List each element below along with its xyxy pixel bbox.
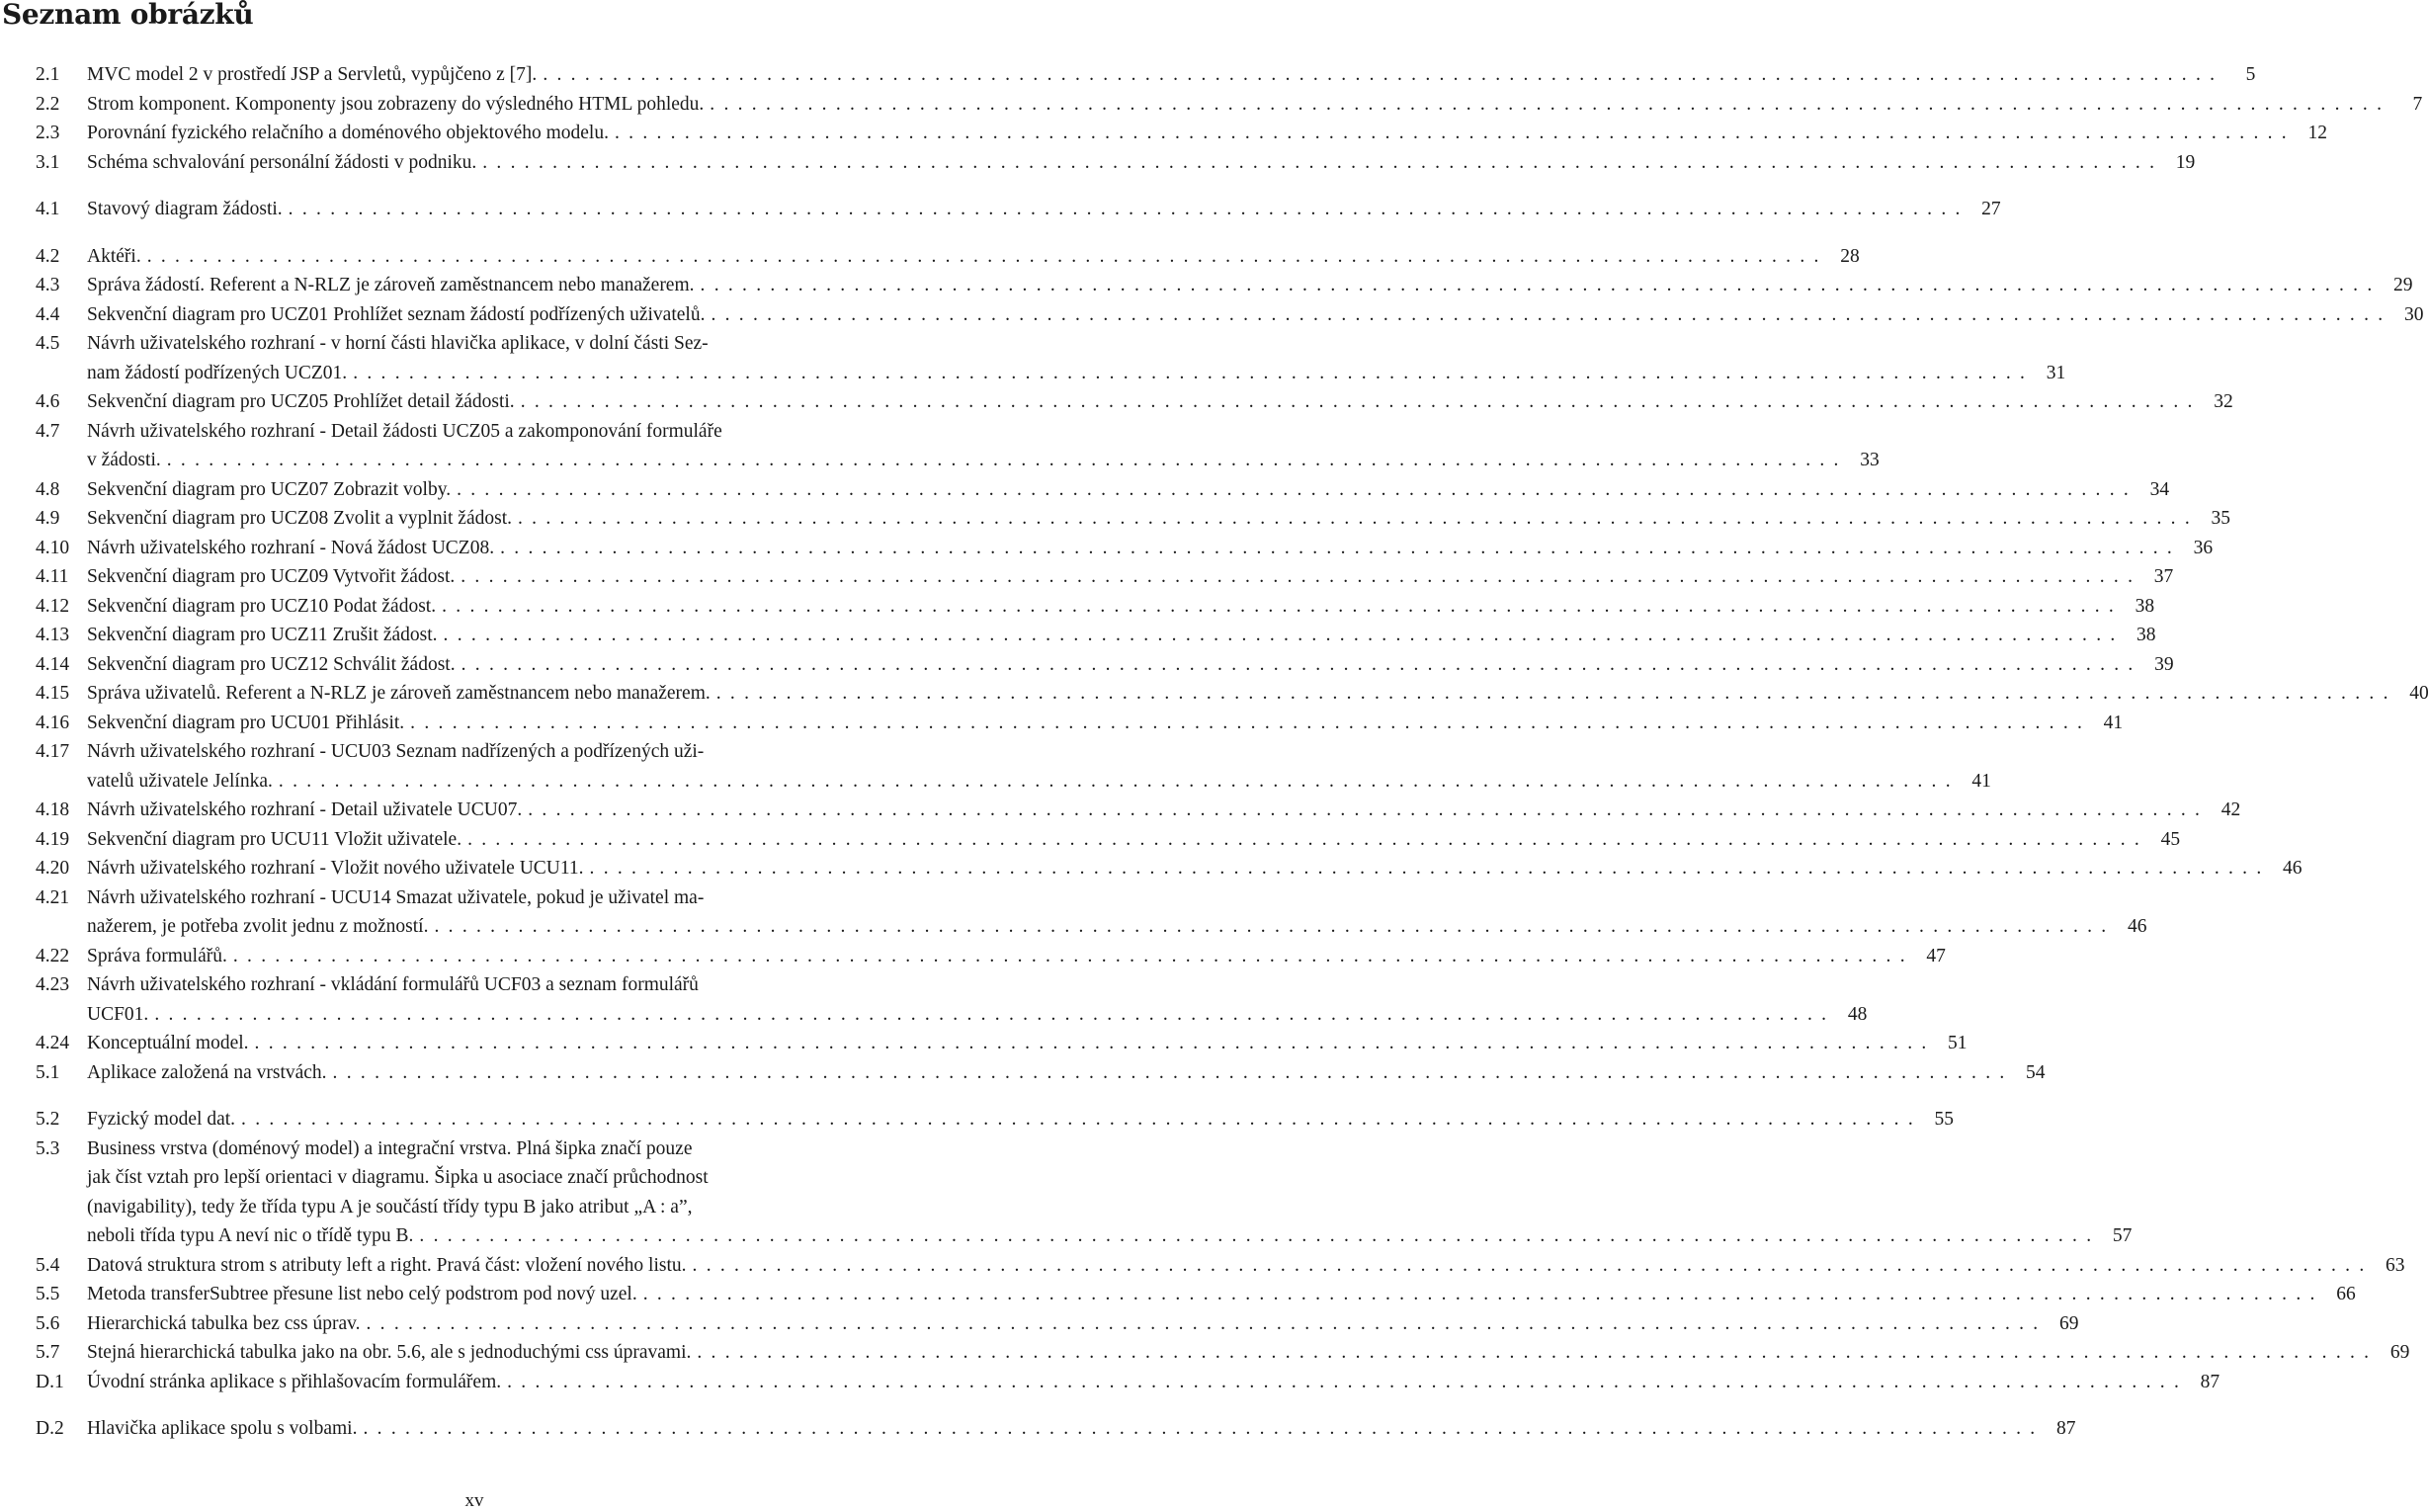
figure-caption	[87, 1029, 1968, 1058]
figure-caption	[87, 195, 2001, 224]
dot-leader: ........................................................................................................................	[278, 770, 1960, 792]
figure-number: 4.24	[36, 1033, 70, 1053]
page-ref[interactable]: 40	[2409, 683, 2429, 704]
figure-number: 3.1	[36, 151, 60, 173]
figure-caption	[87, 942, 1946, 971]
page-ref[interactable]: 87	[2200, 1371, 2220, 1392]
page-ref[interactable]: 12	[2307, 123, 2327, 143]
page-ref[interactable]: 7	[2412, 93, 2423, 115]
page-ref[interactable]: 46	[2127, 916, 2147, 937]
figure-caption	[87, 242, 1860, 272]
caption-line: Sekvenční diagram pro UCZ01 Prohlížet seznam žádostí podřízených uživatelů.	[87, 303, 706, 325]
figure-caption	[87, 1338, 2410, 1368]
page-ref[interactable]: 51	[1948, 1033, 1968, 1053]
caption-line: vatelů uživatele Jelínka.	[87, 770, 273, 792]
page-ref[interactable]: 47	[1926, 945, 1946, 966]
caption-line: Metoda transferSubtree přesune list nebo celý podstrom pod nový uzel.	[87, 1284, 637, 1304]
page-ref[interactable]: 5	[2245, 64, 2256, 85]
caption-line: nažerem, je potřeba zvolit jednu z možností.	[87, 916, 429, 937]
page-ref[interactable]: 38	[2136, 625, 2156, 645]
dot-leader: ........................................................................................................................	[241, 1109, 1923, 1130]
figure-caption	[87, 737, 1991, 796]
dot-leader: ........................................................................................................................	[154, 1003, 1836, 1025]
figure-caption	[87, 1251, 2405, 1281]
figure-number: 4.11	[36, 566, 69, 587]
caption-line: Sekvenční diagram pro UCZ09 Vytvořit žádost.	[87, 566, 456, 587]
dot-leader: ........................................................................................................................	[366, 1312, 2048, 1334]
page-ref[interactable]: 55	[1934, 1109, 1955, 1130]
caption-line: jak číst vztah pro lepší orientaci v diagramu. Šipka u asociace značí průchodnost	[87, 1167, 709, 1188]
figure-number: 4.12	[36, 595, 70, 617]
figure-number: 5.6	[36, 1312, 60, 1334]
figure-number: 5.5	[36, 1284, 60, 1304]
figure-caption	[87, 1105, 1955, 1134]
figure-number: 4.17	[36, 741, 70, 762]
caption-line: Návrh uživatelského rozhraní - Nová žádost UCZ08.	[87, 537, 495, 558]
figure-caption	[87, 883, 2147, 942]
dot-leader: ........................................................................................................................	[711, 303, 2392, 325]
page-ref[interactable]: 57	[2112, 1225, 2133, 1246]
page-ref[interactable]: 19	[2175, 151, 2196, 173]
dot-leader: ........................................................................................................................	[692, 1254, 2374, 1276]
figure-number: D.2	[36, 1418, 64, 1439]
figure-number: 2.3	[36, 123, 60, 143]
caption-line: Konceptuální model.	[87, 1033, 249, 1053]
page-heading: Seznam obrázků	[2, 0, 254, 31]
figure-number: D.1	[36, 1371, 64, 1392]
page-ref[interactable]: 36	[2193, 537, 2214, 558]
figure-caption	[87, 854, 2303, 883]
figure-caption	[87, 1368, 2220, 1397]
page-ref[interactable]: 66	[2336, 1284, 2356, 1304]
figure-caption	[87, 679, 2429, 709]
figure-number: 4.10	[36, 537, 70, 558]
page-ref[interactable]: 34	[2149, 478, 2170, 500]
caption-line: Návrh uživatelského rozhraní - vkládání formulářů UCF03 a seznam formulářů	[87, 974, 699, 995]
figure-number: 4.15	[36, 683, 70, 704]
figure-caption	[87, 417, 1880, 475]
caption-line: Fyzický model dat.	[87, 1109, 236, 1130]
caption-line: Správa formulářů.	[87, 945, 227, 966]
figure-caption	[87, 621, 2156, 650]
figure-caption	[87, 562, 2174, 592]
caption-line: Hlavička aplikace spolu s volbami.	[87, 1418, 358, 1439]
figure-number: 4.5	[36, 333, 60, 354]
page-ref[interactable]: 35	[2211, 508, 2230, 529]
figure-caption	[87, 709, 2124, 738]
page-ref[interactable]: 41	[1971, 770, 1991, 792]
figure-number: 4.7	[36, 420, 60, 442]
dot-leader: ........................................................................................................................	[146, 245, 1828, 267]
page-ref[interactable]: 31	[2046, 362, 2066, 383]
figure-caption	[87, 475, 2170, 505]
dot-leader: ........................................................................................................................	[457, 478, 2138, 500]
dot-leader: ........................................................................................................................	[467, 828, 2149, 850]
figure-caption	[87, 329, 2066, 387]
figure-number: 4.8	[36, 478, 60, 500]
dot-leader: ........................................................................................................................	[697, 1342, 2379, 1363]
caption-line: Sekvenční diagram pro UCZ11 Zrušit žádost.	[87, 625, 438, 645]
figure-caption	[87, 970, 1868, 1029]
figure-number: 2.1	[36, 64, 60, 85]
dot-leader: ........................................................................................................................	[461, 653, 2142, 675]
caption-line: Návrh uživatelského rozhraní - Detail žádosti UCZ05 a zakomponování formuláře	[87, 420, 722, 442]
page-ref[interactable]: 39	[2154, 653, 2174, 675]
caption-line: Aktéři.	[87, 245, 141, 267]
caption-line: Návrh uživatelského rozhraní - Detail uživatele UCU07.	[87, 799, 523, 820]
page-ref[interactable]: 87	[2055, 1418, 2076, 1439]
caption-line: Návrh uživatelského rozhraní - Vložit nového uživatele UCU11.	[87, 858, 584, 879]
caption-line: Stejná hierarchická tabulka jako na obr. 5.6, ale s jednoduchými css úpravami.	[87, 1342, 692, 1363]
dot-leader: ........................................................................................................................	[419, 1225, 2101, 1246]
caption-line: Aplikace založená na vrstvách.	[87, 1061, 327, 1083]
page-ref[interactable]: 38	[2135, 595, 2155, 617]
figure-caption	[87, 534, 2214, 563]
figure-caption	[87, 1280, 2356, 1309]
figure-number: 2.2	[36, 93, 60, 115]
caption-line: Hierarchická tabulka bez css úprav.	[87, 1312, 361, 1334]
caption-line: Návrh uživatelského rozhraní - UCU14 Smazat uživatele, pokud je uživatel ma-	[87, 886, 705, 908]
caption-line: Strom komponent. Komponenty jsou zobrazeny do výsledného HTML pohledu.	[87, 93, 705, 115]
page-ref[interactable]: 69	[2058, 1312, 2079, 1334]
page-ref[interactable]: 69	[2389, 1342, 2410, 1363]
figure-number: 4.19	[36, 828, 70, 850]
dot-leader: ........................................................................................................................	[166, 450, 1848, 470]
caption-line: nam žádostí podřízených UCZ01.	[87, 362, 348, 383]
figure-number: 4.22	[36, 945, 70, 966]
caption-line: Stavový diagram žádosti.	[87, 199, 283, 219]
dot-leader: ........................................................................................................................	[232, 945, 1914, 966]
dot-leader: ........................................................................................................................	[442, 595, 2124, 617]
dot-leader: ........................................................................................................................	[589, 858, 2271, 879]
page-ref[interactable]: 29	[2393, 275, 2413, 295]
caption-line: Správa žádostí. Referent a N-RLZ je zároveň zaměstnancem nebo manažerem.	[87, 275, 695, 295]
figure-number: 4.2	[36, 245, 60, 267]
caption-line: Sekvenční diagram pro UCZ10 Podat žádost.	[87, 595, 437, 617]
dot-leader: ........................................................................................................................	[507, 1371, 2189, 1392]
caption-line: Datová struktura strom s atributy left a right. Pravá část: vložení nového listu.	[87, 1254, 687, 1276]
page-ref[interactable]: 54	[2026, 1061, 2046, 1083]
caption-line: (navigability), tedy že třída typu A je součástí třídy typu B jako atribut „A : a”,	[87, 1196, 693, 1218]
page-ref[interactable]: 63	[2386, 1254, 2405, 1276]
dot-leader: ........................................................................................................................	[482, 151, 2164, 173]
dot-leader: ........................................................................................................................	[520, 391, 2202, 412]
figure-number: 4.6	[36, 391, 60, 412]
dot-leader: ........................................................................................................................	[543, 64, 2224, 85]
figure-caption	[87, 796, 2241, 825]
dot-leader: ........................................................................................................................	[710, 93, 2391, 115]
dot-leader: ........................................................................................................................	[518, 508, 2199, 529]
page-ref[interactable]: 32	[2214, 391, 2233, 412]
page-ref[interactable]: 42	[2220, 799, 2241, 820]
figure-number: 5.1	[36, 1061, 60, 1083]
caption-line: Sekvenční diagram pro UCZ12 Schválit žádost.	[87, 653, 456, 675]
dot-leader: ........................................................................................................................	[332, 1061, 2014, 1083]
figure-caption	[87, 1058, 2046, 1088]
caption-line: UCF01.	[87, 1003, 149, 1025]
dot-leader: ........................................................................................................................	[443, 625, 2125, 645]
figure-number: 4.23	[36, 974, 70, 995]
figure-number: 4.14	[36, 653, 70, 675]
caption-line: Sekvenční diagram pro UCZ05 Prohlížet detail žádosti.	[87, 391, 515, 412]
page-ref[interactable]: 27	[1981, 199, 2001, 219]
page-ref[interactable]: 46	[2283, 858, 2303, 879]
page-ref[interactable]: 33	[1860, 450, 1880, 470]
figure-caption	[87, 119, 2327, 148]
caption-line: Sekvenční diagram pro UCZ08 Zvolit a vyplnit žádost.	[87, 508, 512, 529]
figure-caption	[87, 592, 2155, 622]
figure-number: 4.4	[36, 303, 60, 325]
figure-number: 4.16	[36, 712, 70, 733]
figure-number: 4.9	[36, 508, 60, 529]
figure-number: 4.20	[36, 858, 70, 879]
page-ref[interactable]: 41	[2103, 712, 2124, 733]
figure-number: 5.7	[36, 1342, 60, 1363]
caption-line: Úvodní stránka aplikace s přihlašovacím formulářem.	[87, 1371, 502, 1392]
dot-leader: ........................................................................................................................	[254, 1033, 1936, 1053]
figure-number: 5.2	[36, 1109, 60, 1130]
figure-caption	[87, 1134, 2133, 1251]
figure-caption	[87, 387, 2233, 417]
figure-number: 4.18	[36, 799, 70, 820]
caption-line: Sekvenční diagram pro UCU11 Vložit uživatele.	[87, 828, 462, 850]
dot-leader: ........................................................................................................................	[642, 1284, 2324, 1304]
figure-caption	[87, 300, 2424, 330]
dot-leader: ........................................................................................................................	[528, 799, 2210, 820]
caption-line: Sekvenční diagram pro UCU01 Přihlásit.	[87, 712, 405, 733]
dot-leader: ........................................................................................................................	[700, 275, 2382, 295]
figure-number: 5.4	[36, 1254, 60, 1276]
caption-line: Sekvenční diagram pro UCZ07 Zobrazit volby.	[87, 478, 452, 500]
page-ref[interactable]: 37	[2153, 566, 2174, 587]
page-ref[interactable]: 30	[2403, 303, 2424, 325]
figure-caption	[87, 90, 2423, 120]
figure-number: 5.3	[36, 1137, 60, 1159]
caption-line: Schéma schvalování personální žádosti v podniku.	[87, 151, 477, 173]
caption-line: MVC model 2 v prostředí JSP a Servletů, vypůjčeno z [7].	[87, 64, 538, 85]
caption-line: neboli třída typu A neví nic o třídě typu B.	[87, 1225, 414, 1246]
dot-leader: ........................................................................................................................	[500, 537, 2182, 558]
dot-leader: ........................................................................................................................	[461, 566, 2142, 587]
figure-number: 4.1	[36, 199, 60, 219]
figure-number: 4.3	[36, 275, 60, 295]
dot-leader: ........................................................................................................................	[614, 123, 2296, 143]
dot-leader: ........................................................................................................................	[353, 362, 2035, 383]
caption-line: Návrh uživatelského rozhraní - v horní části hlavička aplikace, v dolní části Sez-	[87, 333, 709, 354]
caption-line: Business vrstva (doménový model) a integrační vrstva. Plná šipka značí pouze	[87, 1137, 693, 1159]
caption-line: Návrh uživatelského rozhraní - UCU03 Seznam nadřízených a podřízených uži-	[87, 741, 705, 762]
page-ref[interactable]: 28	[1840, 245, 1860, 267]
figure-caption	[87, 504, 2230, 534]
figure-number: 4.21	[36, 886, 70, 908]
caption-line: Správa uživatelů. Referent a N-RLZ je zároveň zaměstnancem nebo manažerem.	[87, 683, 711, 704]
figure-caption	[87, 825, 2181, 855]
figure-caption	[87, 1414, 2076, 1444]
caption-line: v žádosti.	[87, 450, 161, 470]
page-ref[interactable]: 45	[2160, 828, 2181, 850]
figure-caption	[87, 650, 2174, 680]
figure-caption	[87, 60, 2256, 90]
figure-caption	[87, 148, 2196, 178]
page-number: xv	[464, 1490, 484, 1511]
page-ref[interactable]: 48	[1847, 1003, 1868, 1025]
dot-leader: ........................................................................................................................	[288, 199, 1969, 219]
dot-leader: ........................................................................................................................	[363, 1418, 2045, 1439]
figure-caption	[87, 271, 2413, 300]
dot-leader: ........................................................................................................................	[715, 683, 2397, 704]
dot-leader: ........................................................................................................................	[410, 712, 2092, 733]
figure-caption	[87, 1309, 2079, 1339]
figure-number: 4.13	[36, 625, 70, 645]
dot-leader: ........................................................................................................................	[434, 916, 2116, 937]
caption-line: Porovnání fyzického relačního a doménového objektového modelu.	[87, 123, 609, 143]
